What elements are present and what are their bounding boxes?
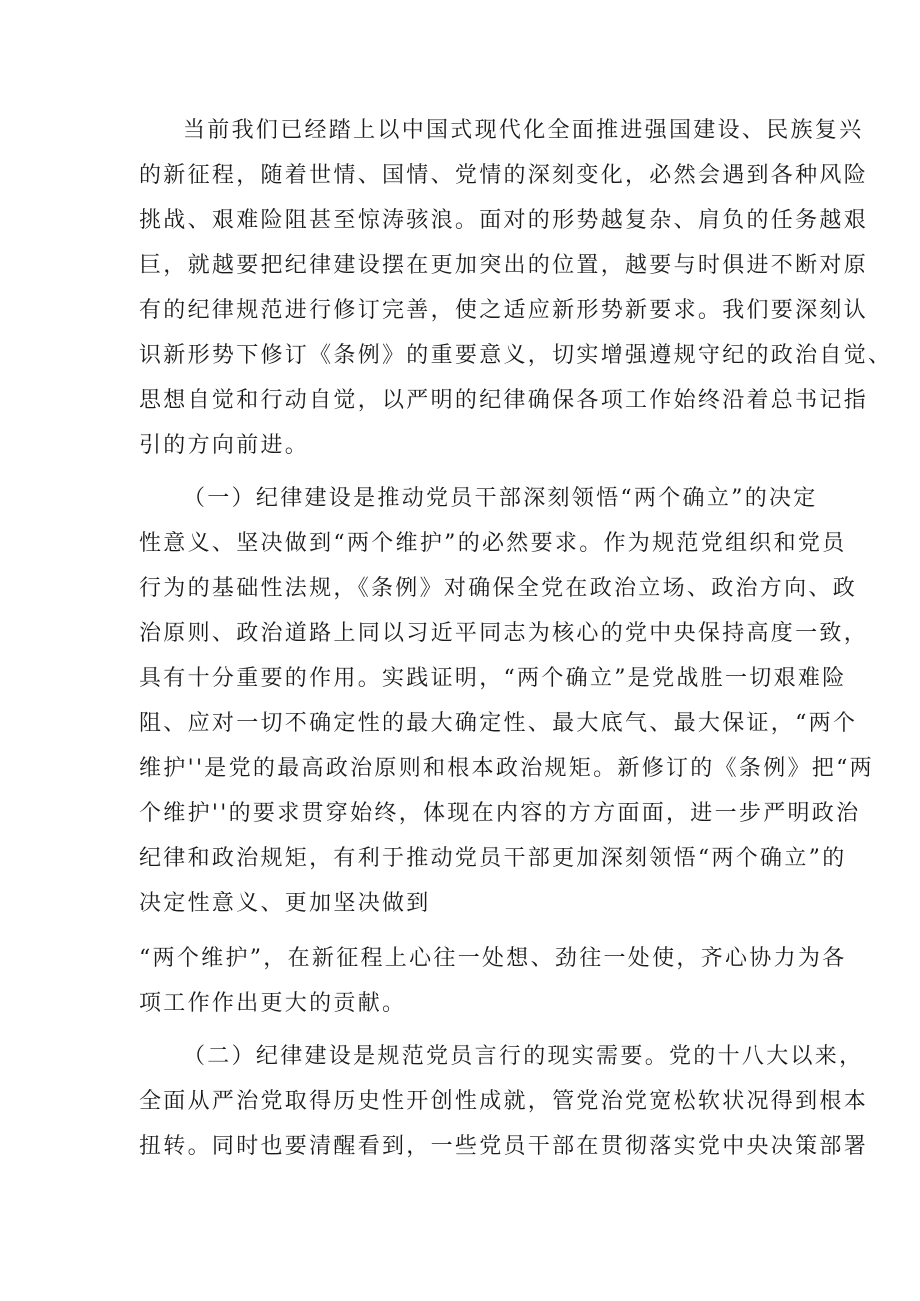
paragraph-2-line-7: 维护''是党的最高政治原则和根本政治规矩。新修订的《条例》把“两	[139, 756, 874, 781]
paragraph-2-line-2: 性意义、坚决做到“两个维护”的必然要求。作为规范党组织和党员	[139, 531, 847, 556]
paragraph-3-line-1: “两个维护”，在新征程上心往一处想、劲往一处使，齐心协力为各	[139, 946, 847, 971]
paragraph-1-line-2: 的新征程，随着世情、国情、党情的深刻变化，必然会遇到各种风险	[139, 163, 869, 188]
paragraph-2-line-4: 治原则、政治道路上同以习近平同志为核心的党中央保持高度一致，	[139, 621, 869, 646]
paragraph-1-line-8: 引的方向前进。	[139, 433, 310, 458]
paragraph-2-line-9: 纪律和政治规矩，有利于推动党员干部更加深刻领悟“两个确立”的	[139, 846, 847, 871]
paragraph-1-line-3: 挑战、艰难险阻甚至惊涛骇浪。面对的形势越复杂、肩负的任务越艰	[139, 208, 869, 233]
paragraph-1-line-4: 巨，就越要把纪律建设摆在更加突出的位置，越要与时俱进不断对原	[139, 253, 869, 278]
paragraph-2-line-3: 行为的基础性法规，《条例》对确保全党在政治立场、政治方向、政	[139, 576, 858, 601]
paragraph-1-line-5: 有的纪律规范进行修订完善，使之适应新形势新要求。我们要深刻认	[139, 298, 869, 323]
paragraph-2-line-5: 具有十分重要的作用。实践证明，“两个确立”是党战胜一切艰难险	[139, 666, 847, 691]
paragraph-2-line-6: 阻、应对一切不确定性的最大确定性、最大底气、最大保证，“两个	[139, 711, 858, 736]
paragraph-1-line-1: 当前我们已经踏上以中国式现代化全面推进强国建设、民族复兴	[183, 118, 864, 143]
paragraph-4-line-2: 全面从严治党取得历史性开创性成就，管党治党宽松软状况得到根本	[139, 1089, 869, 1114]
paragraph-2-line-10: 决定性意义、更加坚决做到	[139, 891, 431, 916]
paragraph-2-line-8: 个维护''的要求贯穿始终，体现在内容的方方面面，进一步严明政治	[139, 801, 861, 826]
paragraph-4-line-1: （二）纪律建设是规范党员言行的现实需要。党的十八大以来，	[183, 1044, 864, 1069]
paragraph-2-line-1: （一）纪律建设是推动党员干部深刻领悟“两个确立”的决定	[183, 486, 818, 511]
paragraph-4-line-3: 扭转。同时也要清醒看到，一些党员干部在贯彻落实党中央决策部署	[139, 1134, 869, 1159]
paragraph-1-line-6: 识新形势下修订《条例》的重要意义，切实增强遵规守纪的政治自觉、	[139, 343, 893, 368]
paragraph-1-line-7: 思想自觉和行动自觉，以严明的纪律确保各项工作始终沿着总书记指	[139, 388, 869, 413]
paragraph-3-line-2: 项工作作出更大的贡献。	[139, 991, 407, 1016]
